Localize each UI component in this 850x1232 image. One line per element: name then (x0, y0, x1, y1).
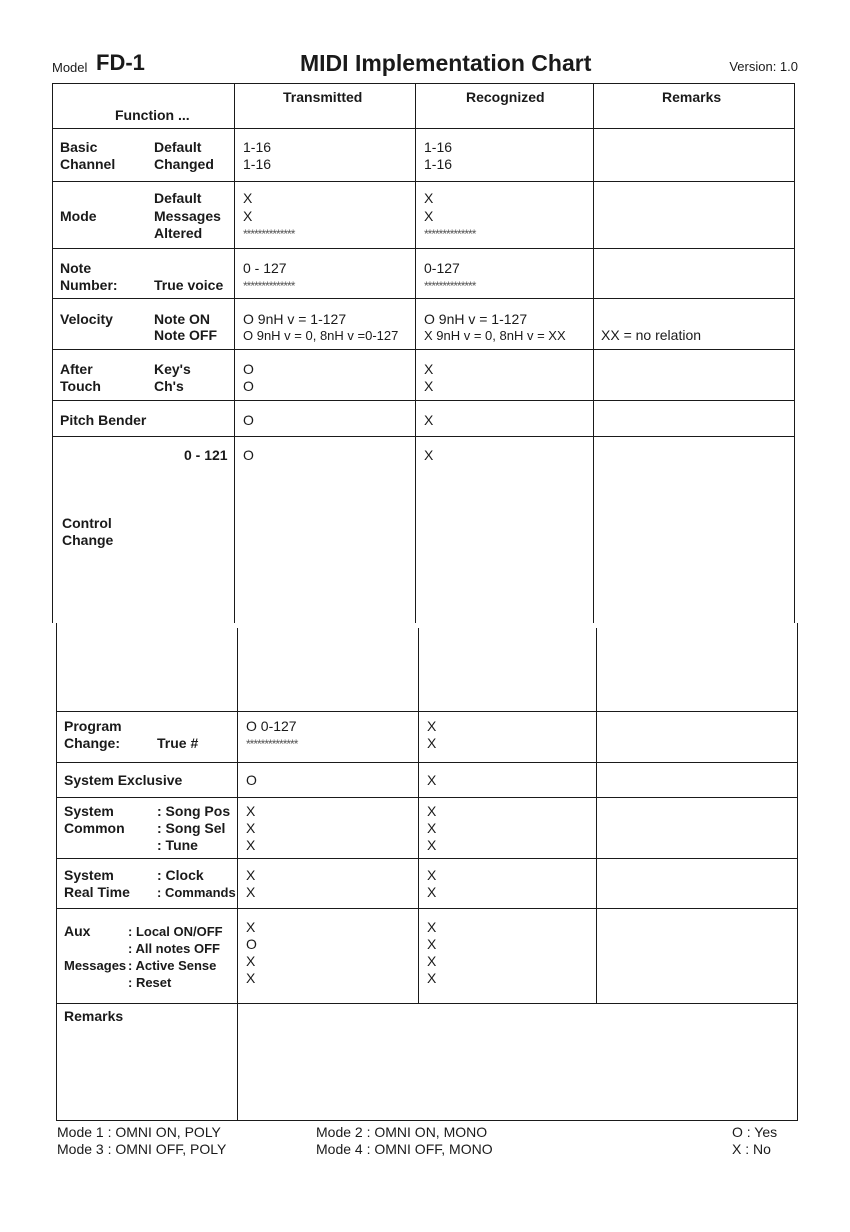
row-sublabel: Key's (154, 361, 191, 377)
recognized-value: X (427, 884, 437, 900)
col-header-transmitted: Transmitted (283, 89, 363, 105)
remarks-value: XX = no relation (601, 327, 702, 343)
grid-line (52, 400, 795, 401)
model-label: Model (52, 60, 88, 75)
grid-line (56, 1003, 798, 1004)
row-sublabel: Note ON (154, 311, 210, 327)
grid-line (52, 83, 53, 623)
grid-line (52, 298, 795, 299)
row-sublabel: True # (157, 735, 199, 751)
recognized-value: 0-127 (424, 260, 460, 276)
grid-line (418, 628, 419, 1004)
transmitted-value: X (246, 867, 256, 883)
row-sublabel: : Commands (157, 885, 236, 900)
row-sublabel: Messages (154, 208, 221, 224)
legend-mode-3: Mode 3 : OMNI OFF, POLY (57, 1141, 227, 1157)
transmitted-value: O 9nH v = 1-127 (243, 311, 347, 327)
transmitted-value: O (243, 361, 254, 377)
transmitted-value: 1-16 (243, 156, 272, 172)
grid-line (56, 1120, 798, 1121)
recognized-value: X (427, 837, 437, 853)
row-label: Note (60, 260, 92, 276)
recognized-value: 1-16 (424, 139, 453, 155)
transmitted-value: X (243, 208, 253, 224)
transmitted-value: O (243, 447, 254, 463)
row-label: Mode (60, 208, 97, 224)
chart-header (52, 50, 798, 82)
recognized-value: X (427, 772, 437, 788)
recognized-value: X (424, 190, 434, 206)
recognized-value: X (424, 412, 434, 428)
chart-title: MIDI Implementation Chart (300, 50, 592, 76)
grid-line (52, 349, 795, 350)
transmitted-value: O 0-127 (246, 718, 297, 734)
recognized-value: X (427, 867, 437, 883)
col-header-remarks: Remarks (662, 89, 722, 105)
row-label: Messages (64, 958, 127, 973)
recognized-value: X (427, 970, 437, 986)
row-label: Basic (60, 139, 98, 155)
recognized-value: X (424, 208, 434, 224)
transmitted-value: O (246, 936, 257, 952)
row-label: System Exclusive (64, 772, 183, 788)
grid-line (56, 711, 798, 712)
transmitted-value: 0 - 127 (243, 260, 287, 276)
row-sublabel: Changed (154, 156, 214, 172)
row-sublabel: : Clock (157, 867, 204, 883)
transmitted-value: X (246, 837, 256, 853)
row-sublabel: : Reset (128, 975, 172, 990)
row-label: Number: (60, 277, 118, 293)
recognized-value: 1-16 (424, 156, 453, 172)
legend-no: X : No (732, 1141, 771, 1157)
row-label: Aux (64, 923, 91, 939)
row-label: Channel (60, 156, 116, 172)
transmitted-value: X (246, 820, 256, 836)
row-label: Change: (64, 735, 120, 751)
grid-line (56, 908, 798, 909)
recognized-value: O 9nH v = 1-127 (424, 311, 528, 327)
row-sublabel: : Song Pos (157, 803, 231, 819)
row-label: After (60, 361, 93, 377)
row-label: Touch (60, 378, 101, 394)
grid-line (52, 181, 795, 182)
row-label: Remarks (64, 1008, 124, 1024)
row-label: System (64, 867, 114, 883)
recognized-value: X (427, 936, 437, 952)
grid-line (797, 623, 798, 1121)
recognized-value: X (427, 803, 437, 819)
row-label: Velocity (60, 311, 113, 327)
transmitted-value: X (246, 884, 256, 900)
row-sublabel: Default (154, 190, 202, 206)
grid-line (237, 628, 238, 1120)
grid-line (56, 623, 57, 1121)
transmitted-value: X (246, 803, 256, 819)
row-sublabel: Default (154, 139, 202, 155)
row-label: Program (64, 718, 122, 734)
grid-line (794, 83, 795, 623)
legend-yes: O : Yes (732, 1124, 778, 1140)
grid-line (56, 858, 798, 859)
transmitted-value: X (246, 970, 256, 986)
row-sublabel: Ch's (154, 378, 184, 394)
recognized-value: X 9nH v = 0, 8nH v = XX (424, 328, 566, 343)
recognized-value: ************** (424, 279, 476, 293)
transmitted-value: O (246, 772, 257, 788)
model-name: FD-1 (96, 50, 145, 75)
row-sublabel: True voice (154, 277, 224, 293)
grid-line (56, 762, 798, 763)
legend-mode-2: Mode 2 : OMNI ON, MONO (316, 1124, 488, 1140)
recognized-value: ************** (424, 227, 476, 241)
col-header-recognized: Recognized (466, 89, 545, 105)
row-sublabel: : Tune (157, 837, 198, 853)
row-label: Change (62, 532, 114, 548)
transmitted-value: X (246, 953, 256, 969)
row-sublabel: : Song Sel (157, 820, 226, 836)
grid-line (596, 628, 597, 1004)
row-sublabel: : Active Sense (128, 958, 217, 973)
recognized-value: X (424, 447, 434, 463)
recognized-value: X (427, 820, 437, 836)
grid-line (52, 83, 795, 84)
row-sublabel: : Local ON/OFF (128, 924, 223, 939)
recognized-value: X (424, 378, 434, 394)
transmitted-value: ************** (246, 737, 298, 751)
grid-line (56, 797, 798, 798)
row-sublabel: Altered (154, 225, 203, 241)
grid-line (52, 248, 795, 249)
row-label: System (64, 803, 114, 819)
transmitted-value: O (243, 412, 254, 428)
legend-mode-4: Mode 4 : OMNI OFF, MONO (316, 1141, 493, 1157)
transmitted-value: O 9nH v = 0, 8nH v =0-127 (243, 328, 399, 343)
grid-line (52, 436, 795, 437)
transmitted-value: 1-16 (243, 139, 272, 155)
legend-mode-1: Mode 1 : OMNI ON, POLY (57, 1124, 221, 1140)
col-header-function: Function ... (115, 107, 190, 123)
transmitted-value: X (246, 919, 256, 935)
transmitted-value: O (243, 378, 254, 394)
grid-line (415, 83, 416, 623)
recognized-value: X (427, 735, 437, 751)
grid-line (593, 83, 594, 623)
row-sublabel: 0 - 121 (184, 447, 228, 463)
row-label: Common (64, 820, 125, 836)
recognized-value: X (427, 919, 437, 935)
transmitted-value: ************** (243, 279, 295, 293)
row-label: Control (62, 515, 112, 531)
recognized-value: X (427, 953, 437, 969)
transmitted-value: ************** (243, 227, 295, 241)
row-sublabel: Note OFF (154, 327, 217, 343)
row-label: Real Time (64, 884, 130, 900)
row-sublabel: : All notes OFF (128, 941, 220, 956)
grid-line (234, 83, 235, 623)
recognized-value: X (427, 718, 437, 734)
recognized-value: X (424, 361, 434, 377)
row-label: Pitch Bender (60, 412, 147, 428)
grid-line (52, 128, 795, 129)
transmitted-value: X (243, 190, 253, 206)
version-label: Version: 1.0 (729, 59, 798, 74)
